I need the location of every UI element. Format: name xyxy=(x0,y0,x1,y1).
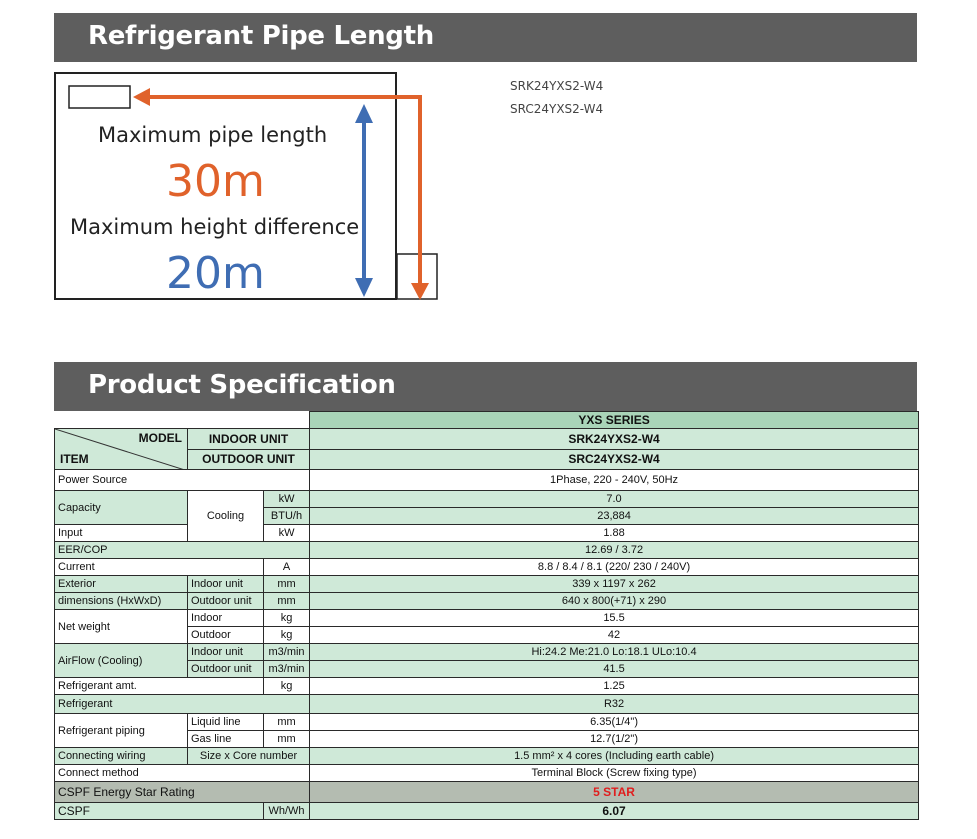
table-row xyxy=(55,542,919,559)
airflow-indoor-value: Hi:24.2 Me:21.0 Lo:18.1 ULo:10.4 xyxy=(310,644,919,661)
outdoor-unit-header: OUTDOOR UNIT xyxy=(188,449,310,470)
connecting-wiring-sub: Size x Core number xyxy=(188,748,310,765)
power-source-label: Power Source xyxy=(55,470,310,491)
net-weight-label: Net weight xyxy=(55,610,188,644)
table-row xyxy=(55,610,919,627)
section-title-pipe-length: Refrigerant Pipe Length xyxy=(54,13,917,62)
model-label: MODEL xyxy=(138,431,182,445)
cspf-rating-value: 5 STAR xyxy=(310,782,919,803)
table-row xyxy=(55,412,919,429)
gas-line-label: Gas line xyxy=(188,731,264,748)
model-name-indoor: SRK24YXS2-W4 xyxy=(510,79,604,93)
capacity-value-btu: 23,884 xyxy=(310,508,919,525)
eer-label: EER/COP xyxy=(55,542,310,559)
max-height-value: 20m xyxy=(166,248,265,299)
current-unit: A xyxy=(264,559,310,576)
connecting-wiring-label: Connecting wiring xyxy=(55,748,188,765)
net-weight-outdoor-value: 42 xyxy=(310,627,919,644)
spec-table xyxy=(54,411,919,820)
net-weight-unit-outdoor: kg xyxy=(264,627,310,644)
max-height-label: Maximum height difference xyxy=(70,215,360,239)
table-row xyxy=(55,803,919,820)
table-row xyxy=(55,525,919,542)
input-unit: kW xyxy=(264,525,310,542)
capacity-unit-btu: BTU/h xyxy=(264,508,310,525)
net-weight-unit-indoor: kg xyxy=(264,610,310,627)
airflow-unit-indoor: m3/min xyxy=(264,644,310,661)
connect-method-value: Terminal Block (Screw fixing type) xyxy=(310,765,919,782)
net-weight-outdoor-label: Outdoor xyxy=(188,627,264,644)
eer-value: 12.69 / 3.72 xyxy=(310,542,919,559)
cspf-rating-label: CSPF Energy Star Rating xyxy=(55,782,310,803)
dimensions-unit-outdoor: mm xyxy=(264,593,310,610)
refrigerant-amount-unit: kg xyxy=(264,678,310,695)
airflow-unit-outdoor: m3/min xyxy=(264,661,310,678)
table-row xyxy=(55,678,919,695)
net-weight-indoor-label: Indoor xyxy=(188,610,264,627)
table-row xyxy=(55,559,919,576)
refrigerant-amount-value: 1.25 xyxy=(310,678,919,695)
indoor-model-header: SRK24YXS2-W4 xyxy=(310,429,919,450)
table-row xyxy=(55,714,919,731)
cspf-value: 6.07 xyxy=(310,803,919,820)
connect-method-label: Connect method xyxy=(55,765,310,782)
gas-line-unit: mm xyxy=(264,731,310,748)
item-label: ITEM xyxy=(60,452,89,466)
table-row xyxy=(55,429,919,450)
table-row xyxy=(55,765,919,782)
net-weight-indoor-value: 15.5 xyxy=(310,610,919,627)
indoor-unit-box xyxy=(69,86,130,108)
indoor-unit-header: INDOOR UNIT xyxy=(188,429,310,450)
table-row xyxy=(55,576,919,593)
capacity-label: Capacity xyxy=(55,491,188,525)
capacity-unit-kw: kW xyxy=(264,491,310,508)
cspf-label: CSPF xyxy=(55,803,264,820)
airflow-outdoor-value: 41.5 xyxy=(310,661,919,678)
refrigerant-label: Refrigerant xyxy=(55,695,310,714)
table-row xyxy=(55,491,919,508)
airflow-outdoor-label: Outdoor unit xyxy=(188,661,264,678)
gas-line-value: 12.7(1/2") xyxy=(310,731,919,748)
table-row xyxy=(55,748,919,765)
connecting-wiring-value: 1.5 mm² x 4 cores (Including earth cable) xyxy=(310,748,919,765)
dimensions-outdoor-label: Outdoor unit xyxy=(188,593,264,610)
power-source-value: 1Phase, 220 - 240V, 50Hz xyxy=(310,470,919,491)
dimensions-indoor-label: Indoor unit xyxy=(188,576,264,593)
dimensions-unit-indoor: mm xyxy=(264,576,310,593)
series-header: YXS SERIES xyxy=(310,412,919,429)
input-label: Input xyxy=(55,525,188,542)
section-title-product-spec: Product Specification xyxy=(54,362,917,411)
refrigerant-amount-label: Refrigerant amt. xyxy=(55,678,264,695)
dimensions-outdoor-value: 640 x 800(+71) x 290 xyxy=(310,593,919,610)
model-item-header xyxy=(55,429,188,470)
airflow-indoor-label: Indoor unit xyxy=(188,644,264,661)
dimensions-label-line1: Exterior xyxy=(55,576,188,593)
dimensions-indoor-value: 339 x 1197 x 262 xyxy=(310,576,919,593)
refrigerant-piping-label: Refrigerant piping xyxy=(55,714,188,748)
capacity-value-kw: 7.0 xyxy=(310,491,919,508)
table-row xyxy=(55,782,919,803)
current-label: Current xyxy=(55,559,264,576)
airflow-label: AirFlow (Cooling) xyxy=(55,644,188,678)
max-length-label: Maximum pipe length xyxy=(98,123,328,147)
table-row xyxy=(55,470,919,491)
table-row xyxy=(55,593,919,610)
dimensions-label-line2: dimensions (HxWxD) xyxy=(55,593,188,610)
liquid-line-label: Liquid line xyxy=(188,714,264,731)
table-row xyxy=(55,695,919,714)
outdoor-model-header: SRC24YXS2-W4 xyxy=(310,449,919,470)
table-row xyxy=(55,644,919,661)
refrigerant-value: R32 xyxy=(310,695,919,714)
liquid-line-value: 6.35(1/4") xyxy=(310,714,919,731)
model-name-outdoor: SRC24YXS2-W4 xyxy=(510,102,604,116)
cspf-unit: Wh/Wh xyxy=(264,803,310,820)
cooling-mode-label: Cooling xyxy=(188,491,264,542)
pipe-length-diagram xyxy=(54,70,444,305)
current-value: 8.8 / 8.4 / 8.1 (220/ 230 / 240V) xyxy=(310,559,919,576)
max-length-value: 30m xyxy=(166,156,265,207)
input-value: 1.88 xyxy=(310,525,919,542)
liquid-line-unit: mm xyxy=(264,714,310,731)
